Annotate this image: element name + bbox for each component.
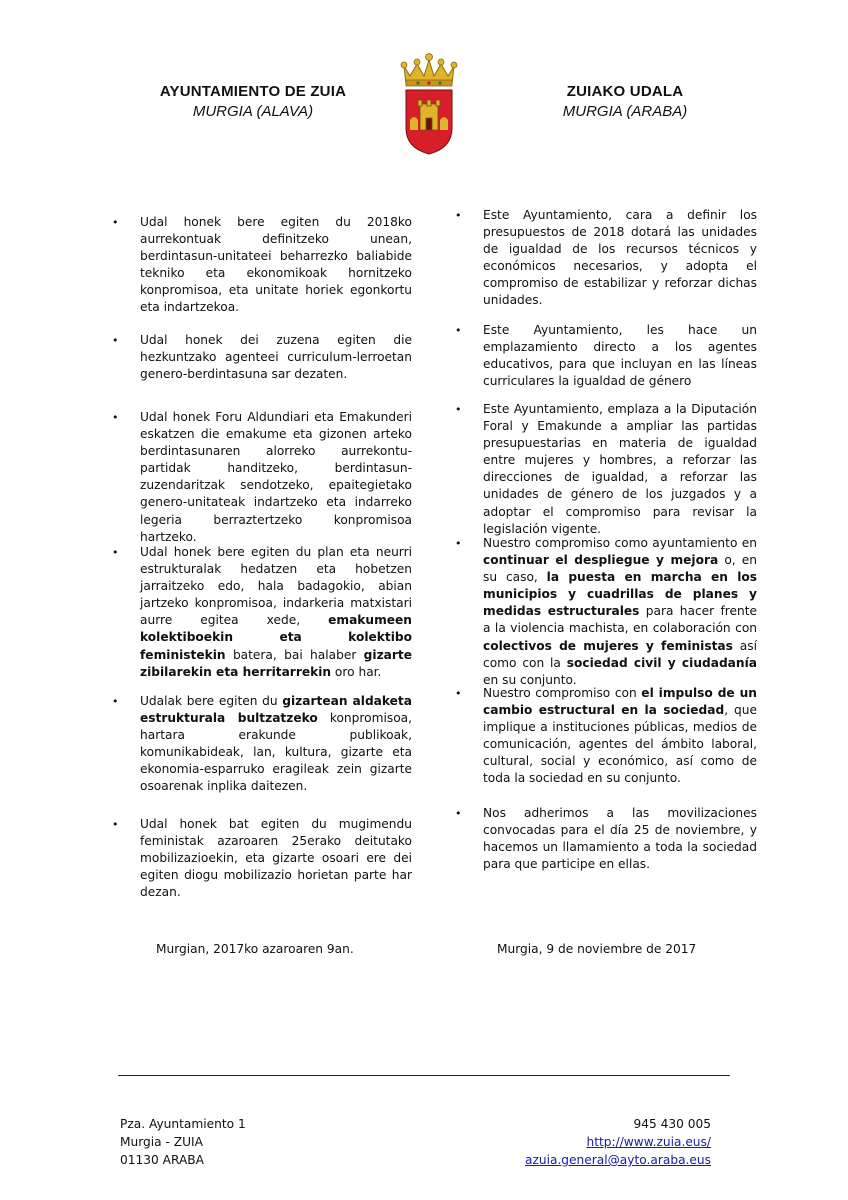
address-line: 01130 ARABA <box>120 1153 204 1167</box>
bullet-icon: • <box>112 334 119 347</box>
address-line: Murgia - ZUIA <box>120 1135 203 1149</box>
list-item-text: Udal honek bere egiten du 2018ko aurrekontuak definitzeko unean, berdintasun-unitateei beharrezko baliabide tekniko eta ekonomikoak hornitzeko konpromisoa, eta unitate horiek egonkortu eta indartzekoa. <box>140 215 412 315</box>
signature-spanish: Murgia, 9 de noviembre de 2017 <box>497 942 697 956</box>
bullet-icon: • <box>112 411 119 424</box>
header-right <box>500 82 750 122</box>
list-item-text: Este Ayuntamiento, les hace un emplazamiento directo a los agentes educativos, para que incluyan en las líneas curriculares la igualdad de género <box>483 323 757 389</box>
list-item-text: Nos adherimos a las movilizaciones convocadas para el día 25 de noviembre, y hacemos un llamamiento a toda la sociedad para que participe en ellas. <box>483 806 757 872</box>
header-left <box>128 82 378 122</box>
bullet-icon: • <box>112 546 119 559</box>
list-item-text: Udal honek Foru Aldundiari eta Emakunderi eskatzen die emakume eta gizonen arteko berdintasunaren alorreko aurrekontu-partidak handitzeko, berdintasun-zuzendaritzak sendotzeko, epaitegietako genero-unitateak indartzeko eta indarreko legeria berraztertzeko konpromisoa hartzeko. <box>140 410 412 544</box>
bullet-icon: • <box>455 537 462 550</box>
list-item-text: Udal honek bat egiten du mugimendu feministak azaroaren 25erako deitutako mobilizazioekin, eta gizarte osoari ere dei egiten diogu mobilizazio horietan parte har dezan. <box>140 817 412 900</box>
castle-icon <box>418 100 440 130</box>
header-left-title: AYUNTAMIENTO DE ZUIA <box>159 83 347 100</box>
list-item-text: Udal honek dei zuzena egiten die hezkuntzako agenteei curriculum-lerroetan genero-berdintasuna sar dezaten. <box>140 333 412 382</box>
bullet-icon: • <box>455 403 462 416</box>
list-item-text: Udal honek bere egiten du plan eta neurri estrukturalak hedatzen eta hobetzen jarraitzeko edo, hala badagokio, abian jartzeko konpromisoa, indarkeria matxistari aurre egitea xede, emakumeen kolektiboekin eta kolektibo feministekin batera, bai halaber gizarte zibilarekin eta herritarrekin oro har. <box>140 545 412 679</box>
website-link[interactable]: http://www.zuia.eus/ <box>586 1135 711 1149</box>
bullet-icon: • <box>112 818 119 831</box>
signature-basque: Murgian, 2017ko azaroaren 9an. <box>156 942 354 956</box>
coat-of-arms-icon <box>400 48 458 158</box>
header-right-title: ZUIAKO UDALA <box>566 83 684 100</box>
bullet-icon: • <box>112 216 119 229</box>
list-item-text: Nuestro compromiso con el impulso de un cambio estructural en la sociedad, que implique a instituciones públicas, medios de comunicación, agentes del ámbito laboral, cultural, social y económico, así como de toda la sociedad en su conjunto. <box>483 686 757 786</box>
bullet-icon: • <box>455 209 462 222</box>
footer-address <box>120 1115 246 1169</box>
bullet-icon: • <box>455 807 462 820</box>
header-right-subtitle: MURGIA (ARABA) <box>562 103 688 120</box>
list-item-text: Udalak bere egiten du gizartean aldaketa estrukturala bultzatzeko konpromisoa, hartara erakunde publikoak, komunikabideak, lan, kultura, gizarte eta ekonomia-esparruko eragileak zein gizarte osoarenak inplika daitezen. <box>140 694 412 794</box>
footer-contact <box>525 1115 711 1169</box>
list-item-text: Este Ayuntamiento, cara a definir los presupuestos de 2018 dotará las unidades de igualdad de los recursos técnicos y económicos necesarios, y adopta el compromiso de estabilizar y reforzar dichas unidades. <box>483 208 757 308</box>
bullet-icon: • <box>112 695 119 708</box>
address-line: Pza. Ayuntamiento 1 <box>120 1117 246 1131</box>
email-link[interactable]: azuia.general@ayto.araba.eus <box>524 1153 711 1167</box>
crown-icon <box>401 54 457 87</box>
bullet-icon: • <box>455 324 462 337</box>
phone-number: 945 430 005 <box>633 1117 711 1131</box>
list-item-text: Este Ayuntamiento, emplaza a la Diputación Foral y Emakunde a ampliar las partidas presupuestarias en materia de igualdad entre mujeres y hombres, a reforzar las direcciones de igualdad, a reforzar las unidades de género de los juzgados y a adoptar el compromiso para revisar la legislación vigente. <box>483 402 757 536</box>
bullet-icon: • <box>455 687 462 700</box>
header-left-subtitle: MURGIA (ALAVA) <box>192 103 314 120</box>
footer-divider <box>118 1075 730 1076</box>
list-item-text: Nuestro compromiso como ayuntamiento en continuar el despliegue y mejora o, en su caso, la puesta en marcha en los municipios y cuadrillas de planes y medidas estructurales para hacer frente a la violencia machista, en colaboración con colectivos de mujeres y feministas así como con la sociedad civil y ciudadanía en su conjunto. <box>483 536 757 687</box>
